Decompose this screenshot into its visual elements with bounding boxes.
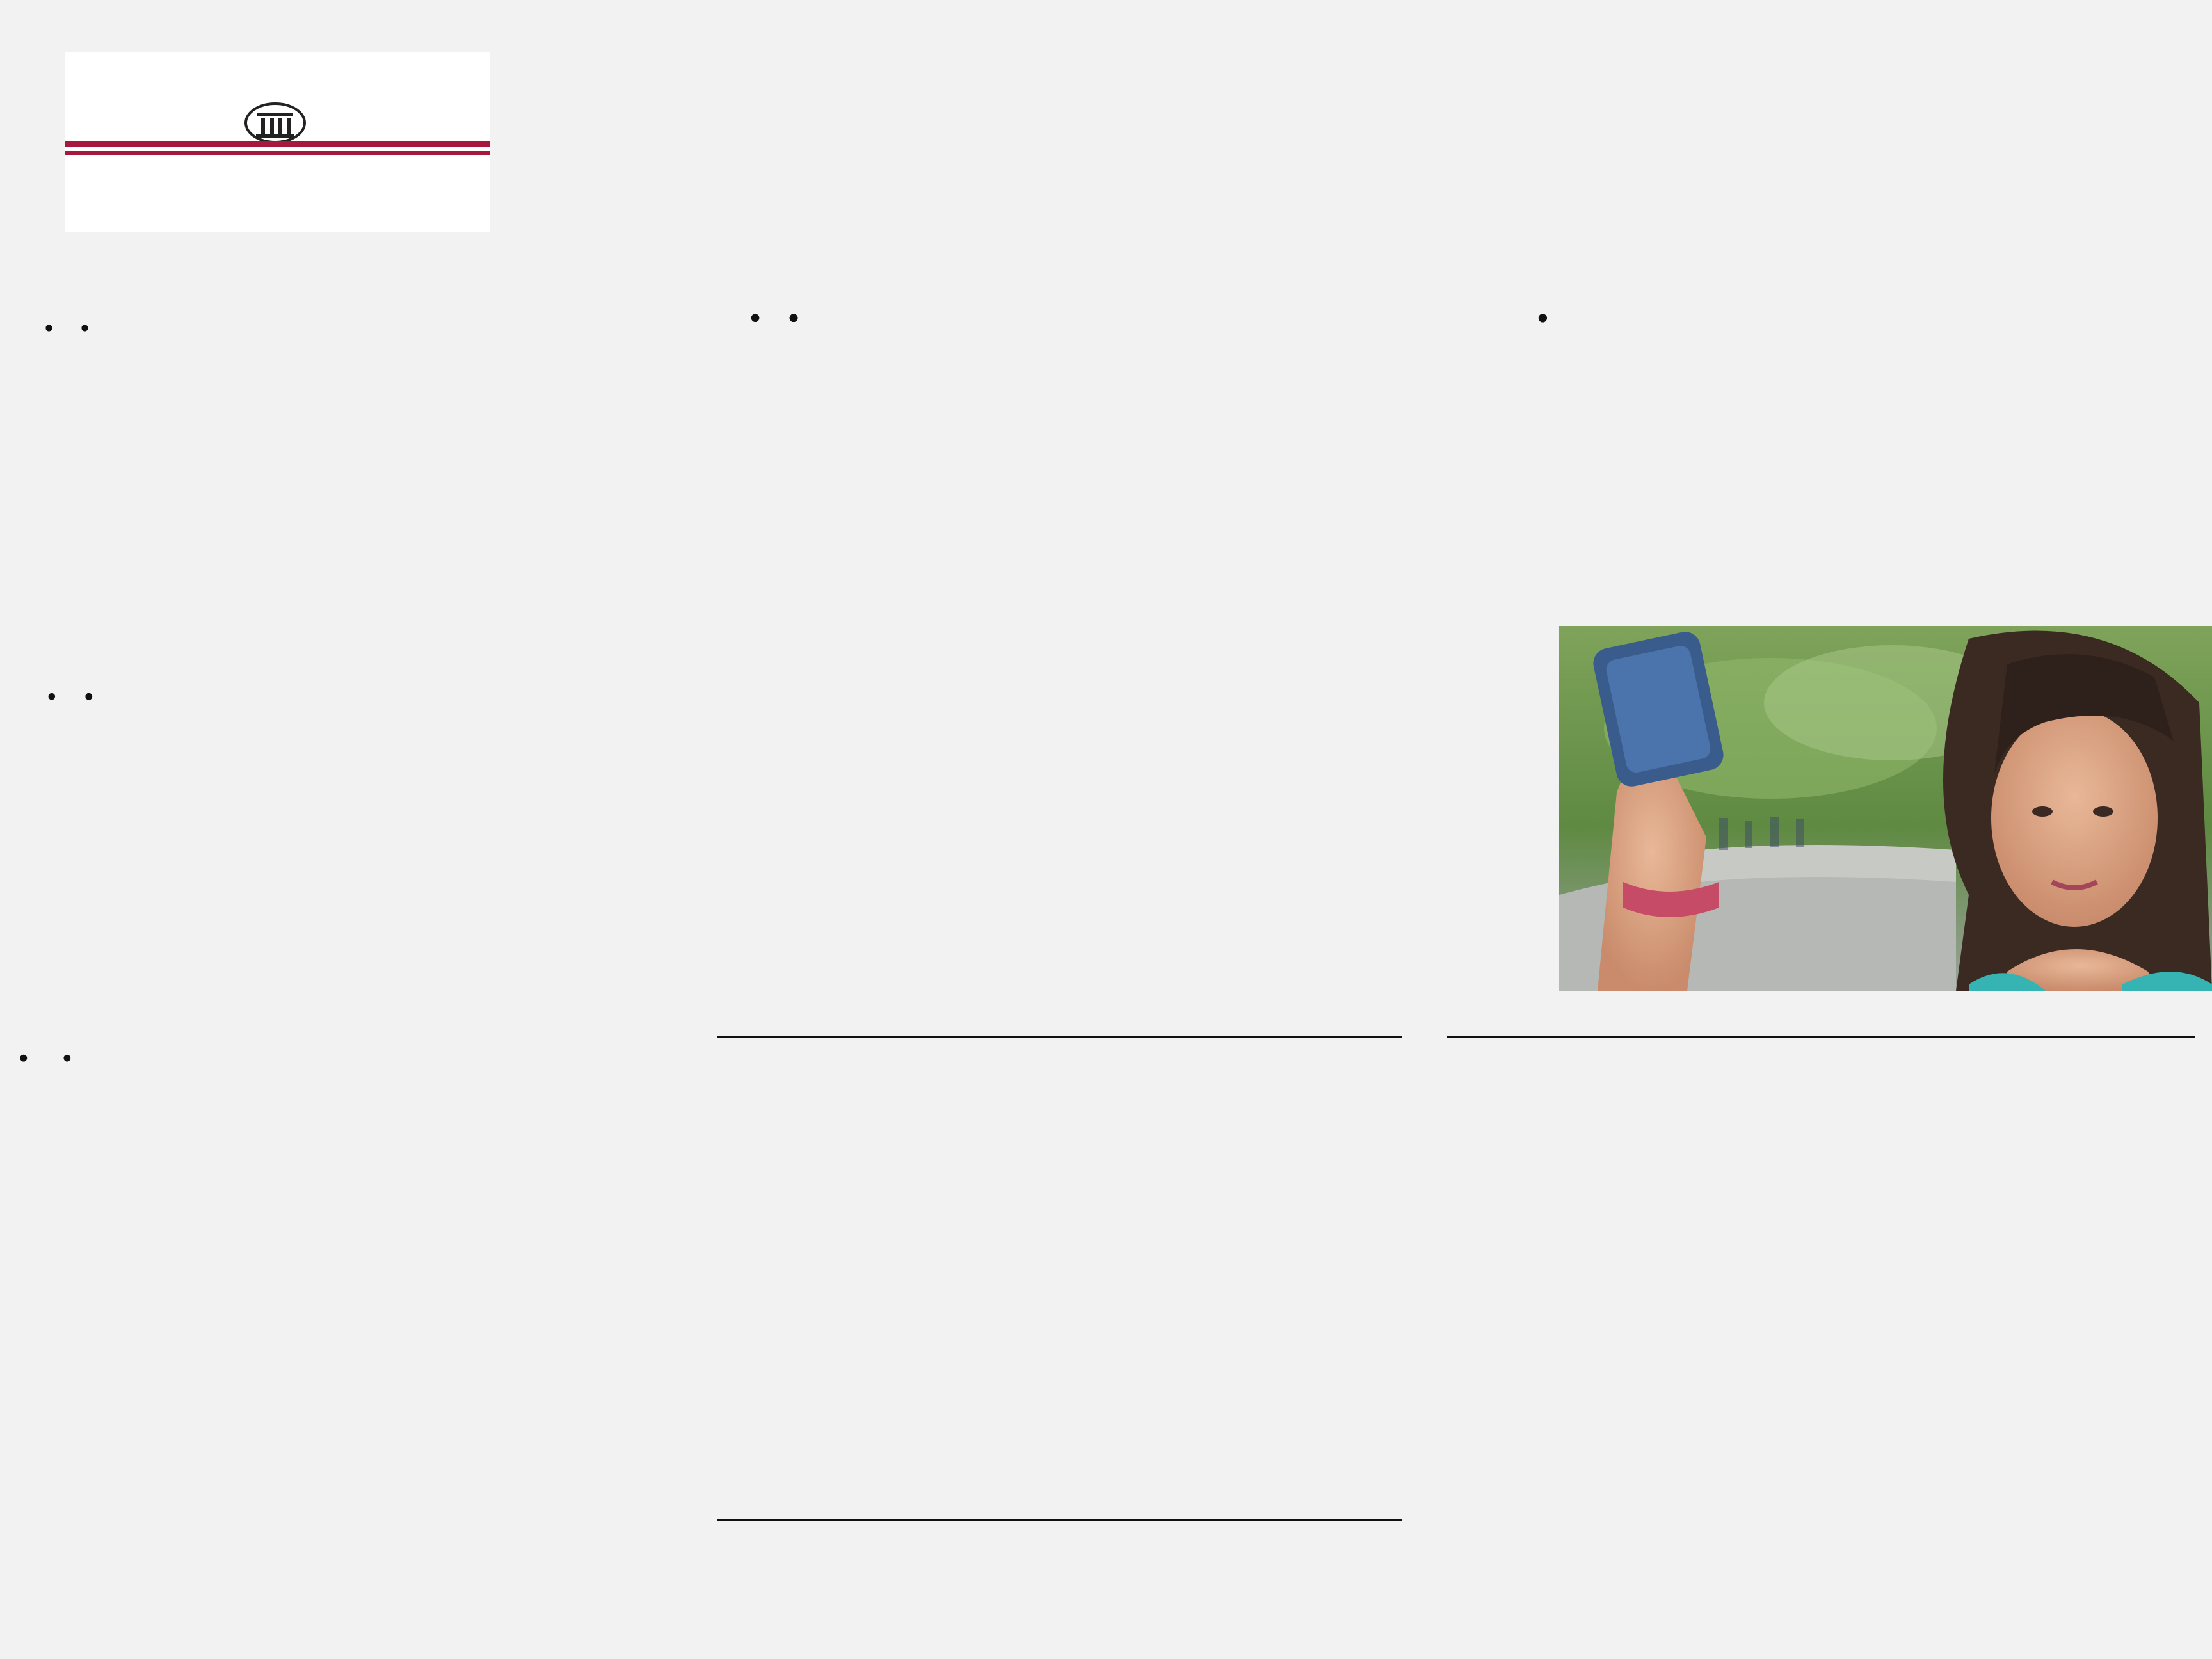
literature-list bbox=[38, 1489, 691, 1511]
university-logo bbox=[65, 52, 490, 232]
table-2 bbox=[1447, 1036, 2195, 1541]
logo-bar-thin bbox=[65, 151, 490, 155]
table-1 bbox=[717, 1036, 1402, 1541]
selfie-photo bbox=[1559, 626, 2212, 991]
logo-bar-top bbox=[65, 141, 490, 147]
